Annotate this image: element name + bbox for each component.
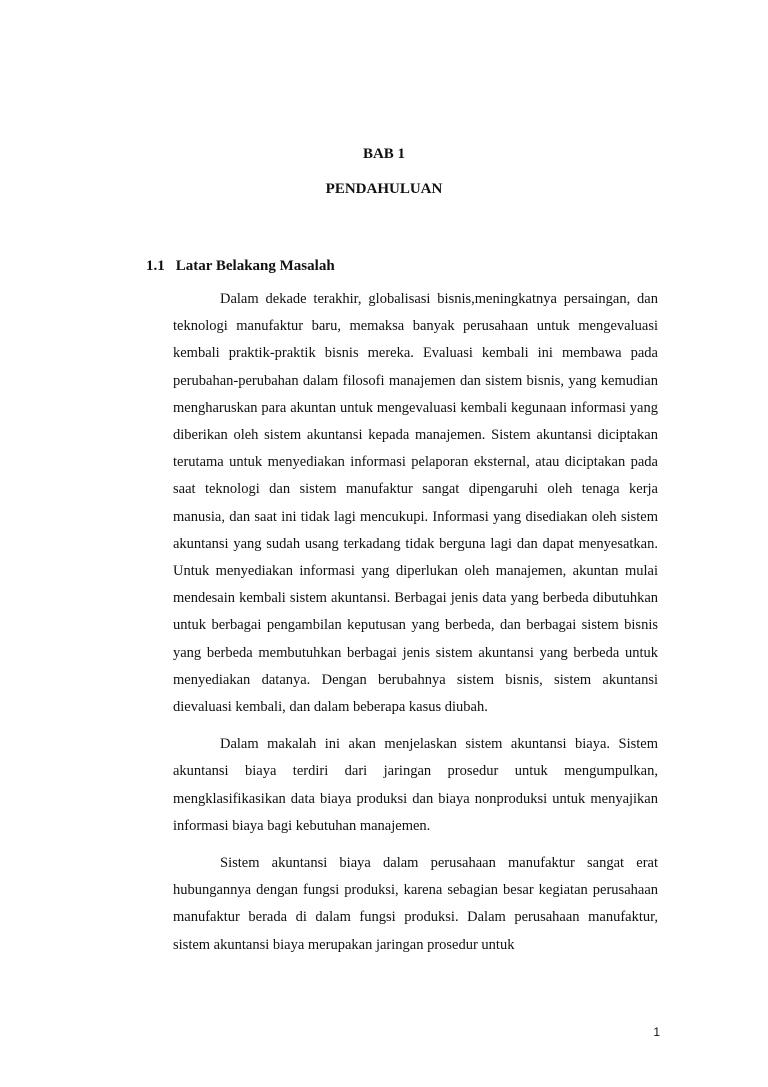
section-heading <box>146 258 335 275</box>
chapter-title: PENDAHULUAN <box>325 181 443 197</box>
body-text <box>173 286 658 969</box>
paragraph: Sistem akuntansi biaya dalam perusahaan manufaktur sangat erat hubungannya dengan fungsi produksi, karena sebagian besar kegiatan perusahaan manufaktur berada di dalam fungsi produksi. Dalam perusahaan manufaktur, sistem akuntansi biaya merupakan jaringan prosedur untuk <box>173 855 658 953</box>
paragraph: Dalam makalah ini akan menjelaskan sistem akuntansi biaya. Sistem akuntansi biaya terdiri dari jaringan prosedur untuk mengumpulkan, mengklasifikasikan data biaya produksi dan biaya nonproduksi untuk menyajikan informasi biaya bagi kebutuhan manajemen. <box>173 736 658 834</box>
section-title: Latar Belakang Masalah <box>175 258 335 274</box>
page-number: 1 <box>653 1025 660 1039</box>
section-number: 1.1 <box>146 258 165 274</box>
paragraph: Dalam dekade terakhir, globalisasi bisnis,meningkatnya persaingan, dan teknologi manufaktur baru, memaksa banyak perusahaan untuk mengevaluasi kembali praktik-praktik bisnis mereka. Evaluasi kembali ini membawa pada perubahan-perubahan dalam filosofi manajemen dan sistem bisnis, yang kemudian mengharuskan para akuntan untuk mengevaluasi kembali kegunaan informasi yang diberikan oleh sistem akuntansi kepada manajemen. Sistem akuntansi diciptakan terutama untuk menyediakan informasi pelaporan eksternal, atau diciptakan pada saat teknologi dan sistem manufaktur sangat dipengaruhi oleh tenaga kerja manusia, dan saat ini tidak lagi mencukupi. Informasi yang disediakan oleh sistem akuntansi yang sudah usang terkadang tidak berguna lagi dan dapat menyesatkan. Untuk menyediakan informasi yang diperlukan oleh manajemen, akuntan mulai mendesain kembali sistem akuntansi. Berbagai jenis data yang berbeda dibutuhkan untuk berbagai pengambilan keputusan yang berbeda, dan berbagai sistem bisnis yang berbeda membutuhkan berbagai jenis sistem akuntansi yang berbeda untuk menyediakan datanya. Dengan berubahnya sistem bisnis, sistem akuntansi dievaluasi kembali, dan dalam beberapa kasus diubah. <box>173 291 658 716</box>
chapter-label: BAB 1 <box>362 146 406 162</box>
